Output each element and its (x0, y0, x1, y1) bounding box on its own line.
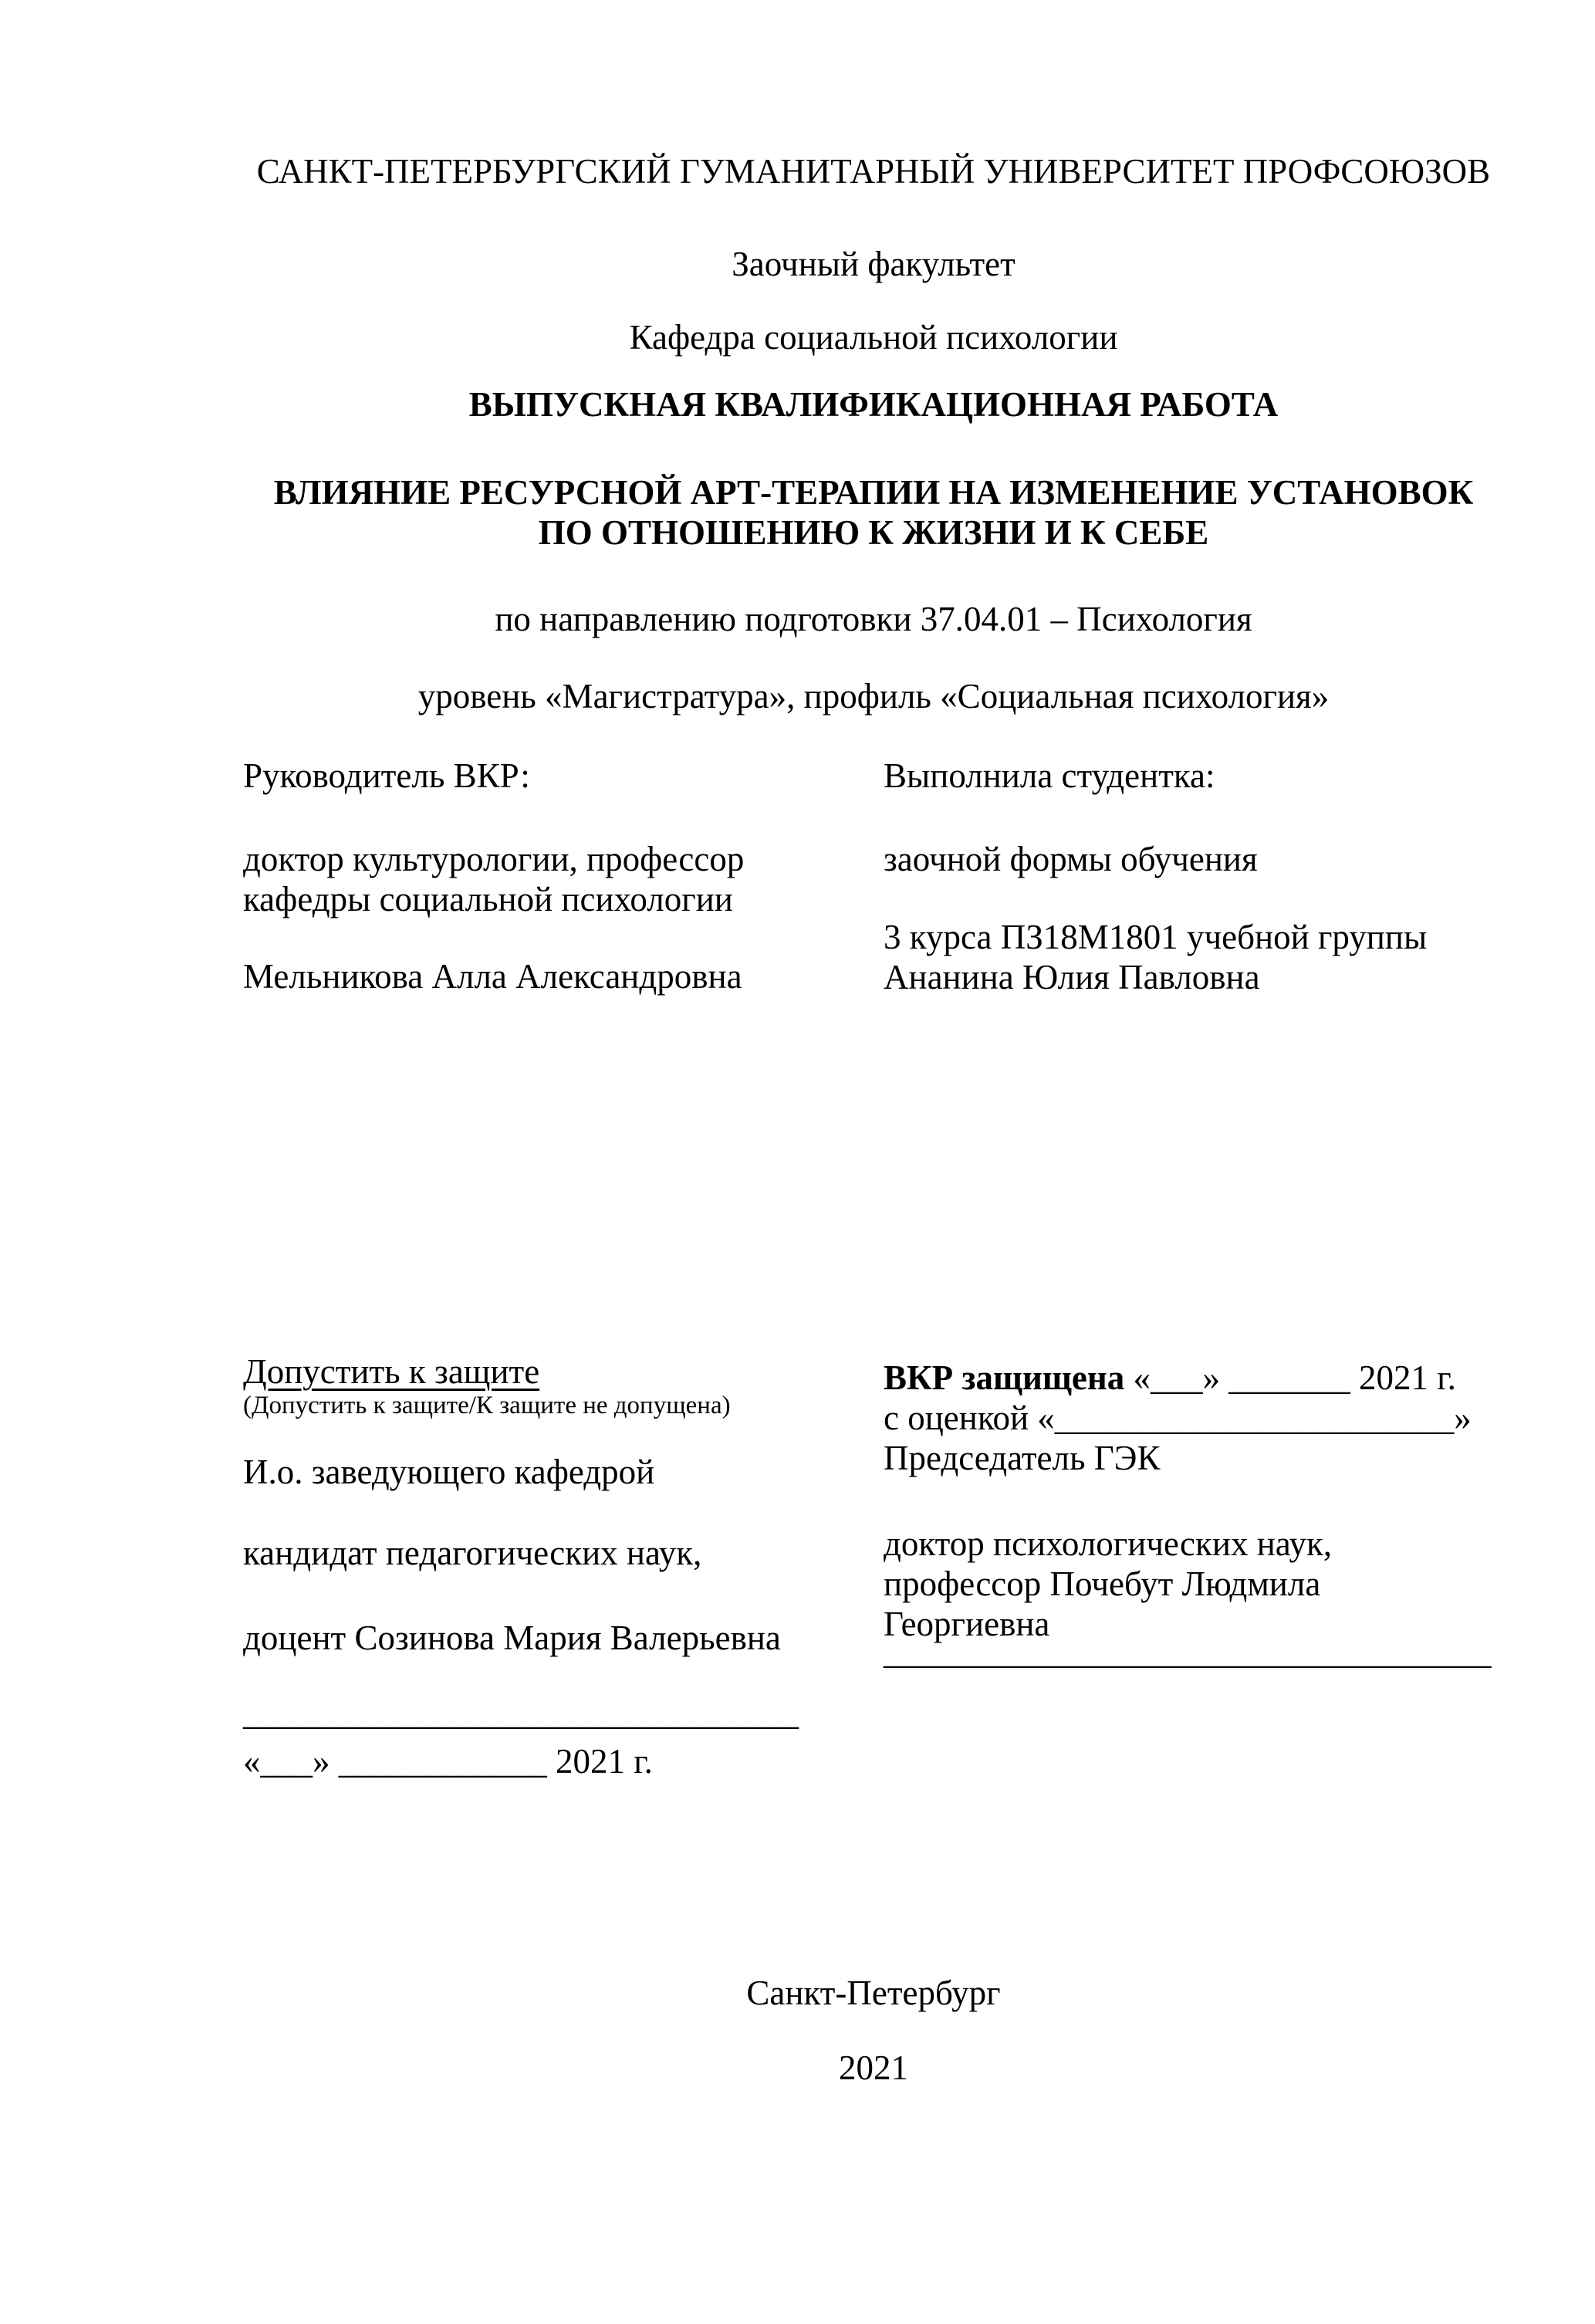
admission-signature-line: ________________________________ (243, 1693, 799, 1732)
admission-date-line: «___» ____________ 2021 г. (243, 1742, 653, 1781)
defense-defended-label: ВКР защищена (884, 1358, 1125, 1397)
chairman-degree-line3: Георгиевна (884, 1605, 1050, 1643)
supervisor-degree-line2: кафедры социальной психологии (243, 880, 733, 918)
admission-note: (Допустить к защите/К защите не допущена) (243, 1392, 731, 1419)
supervisor-label: Руководитель ВКР: (243, 756, 530, 795)
supervisor-degree (243, 839, 860, 919)
direction-line: по направлению подготовки 37.04.01 – Психология (495, 600, 1252, 638)
chairman-degree-line1: доктор психологических наук, (884, 1524, 1333, 1563)
chairman-degree-line2: профессор Почебут Людмила (884, 1565, 1321, 1603)
defense-grade-line: с оценкой «_______________________» (884, 1399, 1472, 1437)
defense-defended-line (884, 1358, 1456, 1398)
admission-degree: кандидат педагогических наук, (243, 1534, 702, 1572)
university-name: САНКТ-ПЕТЕРБУРГСКИЙ ГУМАНИТАРНЫЙ УНИВЕРСИТЕТ ПРОФСОЮЗОВ (256, 152, 1491, 191)
admission-name: доцент Созинова Мария Валерьевна (243, 1619, 781, 1657)
student-name: Ананина Юлия Павловна (884, 958, 1260, 996)
thesis-title-line1: ВЛИЯНИЕ РЕСУРСНОЙ АРТ-ТЕРАПИИ НА ИЗМЕНЕНИЕ УСТАНОВОК (273, 473, 1474, 512)
supervisor-name: Мельникова Алла Александровна (243, 957, 742, 996)
year-line: 2021 (839, 2048, 908, 2087)
student-form: заочной формы обучения (884, 840, 1258, 878)
student-group: 3 курса ПЗ18М1801 учебной группы (884, 918, 1428, 956)
level-profile-line: уровень «Магистратура», профиль «Социальная психология» (417, 677, 1330, 715)
student-label: Выполнила студентка: (884, 756, 1215, 795)
city-line: Санкт-Петербург (746, 1974, 1001, 2012)
student-group-name (884, 917, 1532, 997)
supervisor-block (243, 756, 860, 996)
defense-defended-date: «___» _______ 2021 г. (1124, 1358, 1456, 1397)
department-name: Кафедра социальной психологии (629, 318, 1118, 357)
defense-chairman-info (884, 1524, 1532, 1644)
thesis-title-line2: ПО ОТНОШЕНИЮ К ЖИЗНИ И К СЕБЕ (538, 513, 1209, 552)
admission-position: И.о. заведующего кафедрой (243, 1453, 655, 1491)
work-type-heading: ВЫПУСКНАЯ КВАЛИФИКАЦИОННАЯ РАБОТА (468, 385, 1279, 424)
thesis-title (228, 472, 1519, 553)
defense-signature-line: ___________________________________ (884, 1632, 1492, 1671)
faculty-name: Заочный факультет (732, 245, 1015, 283)
supervisor-degree-line1: доктор культурологии, профессор (243, 840, 745, 878)
student-block (884, 756, 1532, 997)
defense-chairman-label: Председатель ГЭК (884, 1439, 1161, 1477)
admission-heading: Допустить к защите (243, 1352, 540, 1391)
